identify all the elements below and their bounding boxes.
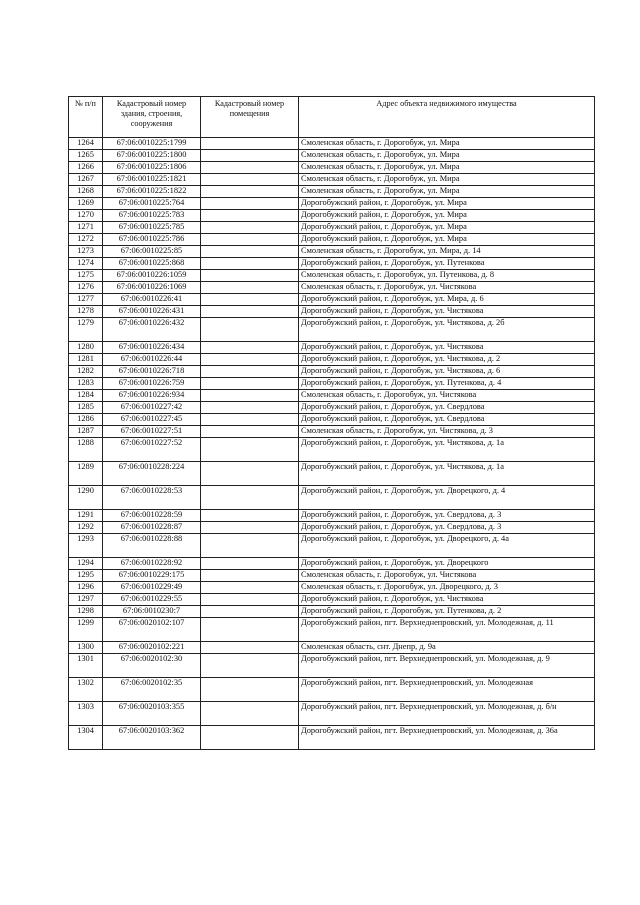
building-cadastral-number: 67:06:0010226:1069: [103, 282, 201, 294]
object-address: Дорогобужский район, г. Дорогобуж, ул. Свердлова: [299, 402, 595, 414]
building-cadastral-number: 67:06:0010227:42: [103, 402, 201, 414]
table-row: [69, 258, 595, 270]
row-number: 1301: [69, 654, 103, 678]
object-address: Дорогобужский район, г. Дорогобуж, ул. Мира: [299, 198, 595, 210]
building-cadastral-number: 67:06:0010228:224: [103, 462, 201, 486]
table-row: [69, 138, 595, 150]
table-row: [69, 306, 595, 318]
table-row: [69, 318, 595, 342]
room-cadastral-number: [201, 210, 299, 222]
object-address: Дорогобужский район, г. Дорогобуж, ул. Свердлова: [299, 414, 595, 426]
row-number: 1267: [69, 174, 103, 186]
table-row: [69, 366, 595, 378]
building-cadastral-number: 67:06:0010225:1800: [103, 150, 201, 162]
room-cadastral-number: [201, 582, 299, 594]
building-cadastral-number: 67:06:0010226:432: [103, 318, 201, 342]
object-address: Смоленская область, г. Дорогобуж, ул. Мира: [299, 150, 595, 162]
room-cadastral-number: [201, 558, 299, 570]
table-row: [69, 210, 595, 222]
row-number: 1273: [69, 246, 103, 258]
building-cadastral-number: 67:06:0020102:107: [103, 618, 201, 642]
room-cadastral-number: [201, 294, 299, 306]
row-number: 1298: [69, 606, 103, 618]
building-cadastral-number: 67:06:0010226:934: [103, 390, 201, 402]
room-cadastral-number: [201, 354, 299, 366]
table-row: [69, 702, 595, 726]
row-number: 1297: [69, 594, 103, 606]
row-number: 1274: [69, 258, 103, 270]
row-number: 1277: [69, 294, 103, 306]
table-row: [69, 510, 595, 522]
header-number: № п/п: [69, 97, 103, 138]
room-cadastral-number: [201, 618, 299, 642]
room-cadastral-number: [201, 258, 299, 270]
object-address: Смоленская область, г. Дорогобуж, ул. Чистякова: [299, 570, 595, 582]
header-room-cadastral: Кадастровый номер помещения: [201, 97, 299, 138]
row-number: 1292: [69, 522, 103, 534]
row-number: 1291: [69, 510, 103, 522]
table-row: [69, 618, 595, 642]
row-number: 1264: [69, 138, 103, 150]
row-number: 1268: [69, 186, 103, 198]
table-row: [69, 342, 595, 354]
room-cadastral-number: [201, 234, 299, 246]
table-row: [69, 438, 595, 462]
building-cadastral-number: 67:06:0020102:35: [103, 678, 201, 702]
table-row: [69, 558, 595, 570]
object-address: Смоленская область, снт. Днепр, д. 9а: [299, 642, 595, 654]
row-number: 1296: [69, 582, 103, 594]
table-row: [69, 150, 595, 162]
building-cadastral-number: 67:06:0010226:759: [103, 378, 201, 390]
building-cadastral-number: 67:06:0010227:52: [103, 438, 201, 462]
table-row: [69, 582, 595, 594]
table-row: [69, 390, 595, 402]
table-row: [69, 174, 595, 186]
object-address: Дорогобужский район, пгт. Верхнеднепровский, ул. Молодежная, д. 9: [299, 654, 595, 678]
room-cadastral-number: [201, 534, 299, 558]
object-address: Дорогобужский район, г. Дорогобуж, ул. Мира: [299, 234, 595, 246]
object-address: Дорогобужский район, г. Дорогобуж, ул. Мира: [299, 222, 595, 234]
object-address: Смоленская область, г. Дорогобуж, ул. Мира, д. 14: [299, 246, 595, 258]
building-cadastral-number: 67:06:0010230:7: [103, 606, 201, 618]
object-address: Дорогобужский район, г. Дорогобуж, ул. Свердлова, д. 3: [299, 522, 595, 534]
building-cadastral-number: 67:06:0020103:355: [103, 702, 201, 726]
room-cadastral-number: [201, 642, 299, 654]
object-address: Дорогобужский район, г. Дорогобуж, ул. Чистякова, д. 1а: [299, 462, 595, 486]
building-cadastral-number: 67:06:0010228:59: [103, 510, 201, 522]
building-cadastral-number: 67:06:0010226:431: [103, 306, 201, 318]
object-address: Смоленская область, г. Дорогобуж, ул. Мира: [299, 174, 595, 186]
row-number: 1290: [69, 486, 103, 510]
room-cadastral-number: [201, 678, 299, 702]
row-number: 1266: [69, 162, 103, 174]
object-address: Дорогобужский район, г. Дорогобуж, ул. Свердлова, д. 3: [299, 510, 595, 522]
room-cadastral-number: [201, 150, 299, 162]
object-address: Дорогобужский район, г. Дорогобуж, ул. Дворецкого, д. 4а: [299, 534, 595, 558]
row-number: 1294: [69, 558, 103, 570]
building-cadastral-number: 67:06:0010225:1806: [103, 162, 201, 174]
row-number: 1272: [69, 234, 103, 246]
object-address: Дорогобужский район, пгт. Верхнеднепровский, ул. Молодежная, д. б/н: [299, 702, 595, 726]
table-row: [69, 234, 595, 246]
room-cadastral-number: [201, 270, 299, 282]
table-row: [69, 414, 595, 426]
room-cadastral-number: [201, 654, 299, 678]
table-row: [69, 186, 595, 198]
table-row: [69, 486, 595, 510]
row-number: 1284: [69, 390, 103, 402]
row-number: 1285: [69, 402, 103, 414]
building-cadastral-number: 67:06:0010225:783: [103, 210, 201, 222]
building-cadastral-number: 67:06:0010225:85: [103, 246, 201, 258]
room-cadastral-number: [201, 402, 299, 414]
object-address: Дорогобужский район, г. Дорогобуж, ул. Чистякова: [299, 594, 595, 606]
table-row: [69, 462, 595, 486]
row-number: 1299: [69, 618, 103, 642]
table-row: [69, 354, 595, 366]
table-row: [69, 654, 595, 678]
room-cadastral-number: [201, 414, 299, 426]
table-row: [69, 534, 595, 558]
room-cadastral-number: [201, 462, 299, 486]
object-address: Дорогобужский район, г. Дорогобуж, ул. Дворецкого: [299, 558, 595, 570]
room-cadastral-number: [201, 186, 299, 198]
table-row: [69, 726, 595, 750]
table-row: [69, 246, 595, 258]
building-cadastral-number: 67:06:0020102:30: [103, 654, 201, 678]
object-address: Дорогобужский район, г. Дорогобуж, ул. Чистякова: [299, 306, 595, 318]
building-cadastral-number: 67:06:0010226:434: [103, 342, 201, 354]
row-number: 1282: [69, 366, 103, 378]
building-cadastral-number: 67:06:0010225:786: [103, 234, 201, 246]
room-cadastral-number: [201, 594, 299, 606]
header-building-cadastral: Кадастровый номер здания, строения, сооружения: [103, 97, 201, 138]
row-number: 1275: [69, 270, 103, 282]
building-cadastral-number: 67:06:0010229:175: [103, 570, 201, 582]
row-number: 1271: [69, 222, 103, 234]
table-row: [69, 222, 595, 234]
object-address: Дорогобужский район, г. Дорогобуж, ул. Чистякова, д. 1а: [299, 438, 595, 462]
building-cadastral-number: 67:06:0010229:49: [103, 582, 201, 594]
object-address: Дорогобужский район, г. Дорогобуж, ул. Дворецкого, д. 4: [299, 486, 595, 510]
room-cadastral-number: [201, 342, 299, 354]
room-cadastral-number: [201, 510, 299, 522]
object-address: Дорогобужский район, г. Дорогобуж, ул. Путенкова: [299, 258, 595, 270]
row-number: 1279: [69, 318, 103, 342]
table-row: [69, 198, 595, 210]
room-cadastral-number: [201, 318, 299, 342]
object-address: Дорогобужский район, г. Дорогобуж, ул. Путенкова, д. 2: [299, 606, 595, 618]
room-cadastral-number: [201, 702, 299, 726]
building-cadastral-number: 67:06:0010229:55: [103, 594, 201, 606]
room-cadastral-number: [201, 246, 299, 258]
building-cadastral-number: 67:06:0010225:764: [103, 198, 201, 210]
table-row: [69, 282, 595, 294]
room-cadastral-number: [201, 306, 299, 318]
room-cadastral-number: [201, 486, 299, 510]
table-row: [69, 522, 595, 534]
room-cadastral-number: [201, 378, 299, 390]
row-number: 1287: [69, 426, 103, 438]
room-cadastral-number: [201, 222, 299, 234]
room-cadastral-number: [201, 162, 299, 174]
table-row: [69, 678, 595, 702]
room-cadastral-number: [201, 606, 299, 618]
room-cadastral-number: [201, 426, 299, 438]
table-row: [69, 606, 595, 618]
table-row: [69, 402, 595, 414]
room-cadastral-number: [201, 726, 299, 750]
building-cadastral-number: 67:06:0020102:221: [103, 642, 201, 654]
row-number: 1269: [69, 198, 103, 210]
table-body: [69, 138, 595, 750]
object-address: Смоленская область, г. Дорогобуж, ул. Дворецкого, д. 3: [299, 582, 595, 594]
row-number: 1302: [69, 678, 103, 702]
room-cadastral-number: [201, 390, 299, 402]
building-cadastral-number: 67:06:0010225:1799: [103, 138, 201, 150]
row-number: 1281: [69, 354, 103, 366]
object-address: Смоленская область, г. Дорогобуж, ул. Мира: [299, 138, 595, 150]
object-address: Смоленская область, г. Дорогобуж, ул. Чистякова: [299, 390, 595, 402]
object-address: Смоленская область, г. Дорогобуж, ул. Мира: [299, 162, 595, 174]
row-number: 1286: [69, 414, 103, 426]
header-row: [69, 97, 595, 138]
row-number: 1283: [69, 378, 103, 390]
table-row: [69, 378, 595, 390]
row-number: 1288: [69, 438, 103, 462]
object-address: Дорогобужский район, г. Дорогобуж, ул. Чистякова: [299, 342, 595, 354]
building-cadastral-number: 67:06:0010226:1059: [103, 270, 201, 282]
header-address: Адрес объекта недвижимого имущества: [299, 97, 595, 138]
room-cadastral-number: [201, 282, 299, 294]
table-row: [69, 642, 595, 654]
room-cadastral-number: [201, 570, 299, 582]
room-cadastral-number: [201, 174, 299, 186]
building-cadastral-number: 67:06:0010227:45: [103, 414, 201, 426]
building-cadastral-number: 67:06:0010225:1822: [103, 186, 201, 198]
table-row: [69, 294, 595, 306]
room-cadastral-number: [201, 198, 299, 210]
row-number: 1295: [69, 570, 103, 582]
row-number: 1278: [69, 306, 103, 318]
building-cadastral-number: 67:06:0010225:785: [103, 222, 201, 234]
table-row: [69, 594, 595, 606]
row-number: 1303: [69, 702, 103, 726]
building-cadastral-number: 67:06:0020103:362: [103, 726, 201, 750]
room-cadastral-number: [201, 522, 299, 534]
building-cadastral-number: 67:06:0010226:41: [103, 294, 201, 306]
property-register-table: [68, 96, 595, 750]
object-address: Дорогобужский район, г. Дорогобуж, ул. Мира: [299, 210, 595, 222]
object-address: Смоленская область, г. Дорогобуж, ул. Чистякова: [299, 282, 595, 294]
building-cadastral-number: 67:06:0010226:44: [103, 354, 201, 366]
object-address: Смоленская область, г. Дорогобуж, ул. Мира: [299, 186, 595, 198]
building-cadastral-number: 67:06:0010228:53: [103, 486, 201, 510]
row-number: 1280: [69, 342, 103, 354]
building-cadastral-number: 67:06:0010228:88: [103, 534, 201, 558]
row-number: 1289: [69, 462, 103, 486]
building-cadastral-number: 67:06:0010228:87: [103, 522, 201, 534]
room-cadastral-number: [201, 138, 299, 150]
object-address: Дорогобужский район, г. Дорогобуж, ул. Путенкова, д. 4: [299, 378, 595, 390]
building-cadastral-number: 67:06:0010228:92: [103, 558, 201, 570]
row-number: 1270: [69, 210, 103, 222]
object-address: Дорогобужский район, пгт. Верхнеднепровский, ул. Молодежная, д. 11: [299, 618, 595, 642]
object-address: Дорогобужский район, пгт. Верхнеднепровский, ул. Молодежная, д. 36а: [299, 726, 595, 750]
object-address: Дорогобужский район, г. Дорогобуж, ул. Чистякова, д. 6: [299, 366, 595, 378]
object-address: Дорогобужский район, г. Дорогобуж, ул. Чистякова, д. 2б: [299, 318, 595, 342]
table-row: [69, 162, 595, 174]
object-address: Дорогобужский район, г. Дорогобуж, ул. Чистякова, д. 2: [299, 354, 595, 366]
table-row: [69, 426, 595, 438]
row-number: 1276: [69, 282, 103, 294]
object-address: Дорогобужский район, пгт. Верхнеднепровский, ул. Молодежная: [299, 678, 595, 702]
room-cadastral-number: [201, 438, 299, 462]
room-cadastral-number: [201, 366, 299, 378]
object-address: Смоленская область, г. Дорогобуж, ул. Чистякова, д. 3: [299, 426, 595, 438]
table-row: [69, 570, 595, 582]
building-cadastral-number: 67:06:0010226:718: [103, 366, 201, 378]
row-number: 1265: [69, 150, 103, 162]
table-header: [69, 97, 595, 138]
table-row: [69, 270, 595, 282]
building-cadastral-number: 67:06:0010225:1821: [103, 174, 201, 186]
row-number: 1293: [69, 534, 103, 558]
object-address: Дорогобужский район, г. Дорогобуж, ул. Мира, д. 6: [299, 294, 595, 306]
row-number: 1300: [69, 642, 103, 654]
building-cadastral-number: 67:06:0010227:51: [103, 426, 201, 438]
building-cadastral-number: 67:06:0010225:868: [103, 258, 201, 270]
object-address: Смоленская область, г. Дорогобуж, ул. Путенкова, д. 8: [299, 270, 595, 282]
row-number: 1304: [69, 726, 103, 750]
